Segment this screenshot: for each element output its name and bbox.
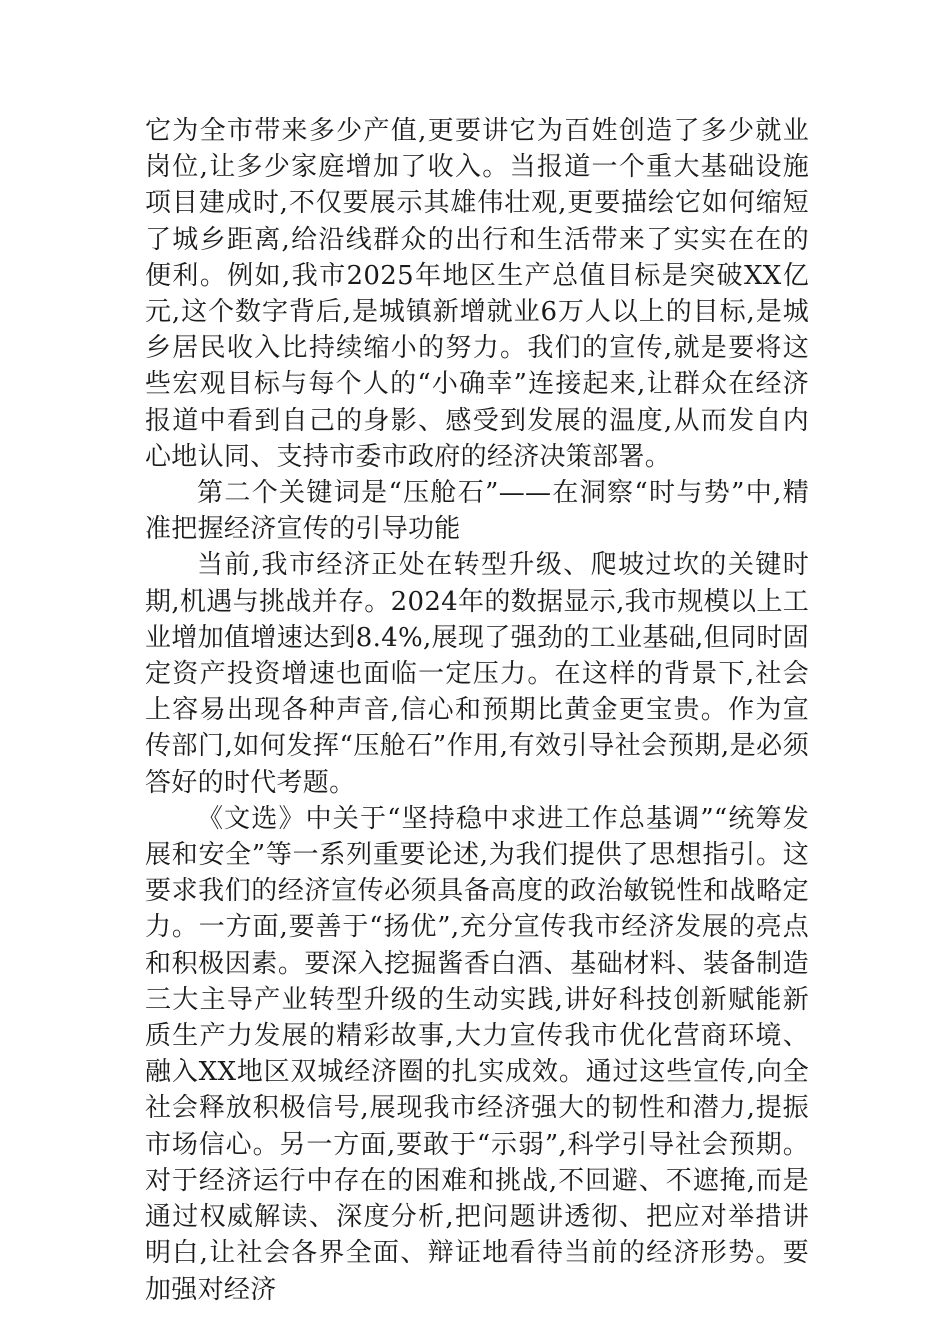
- document-body: [145, 113, 809, 1308]
- paragraph-2-section-heading: 第二个关键词是“压舱石”——在洞察“时与势”中,精准把握经济宣传的引导功能: [145, 478, 809, 545]
- paragraph-3: 当前,我市经济正处在转型升级、爬坡过坎的关键时期,机遇与挑战并存。2024年的数据显示,我市规模以上工业增加值增速达到8.4%,展现了强劲的工业基础,但同时固定资产投资增速也面临一定压力。在这样的背景下,社会上容易出现各种声音,信心和预期比黄金更宝贵。作为宣传部门,如何发挥“压舱石”作用,有效引导社会预期,是必须答好的时代考题。: [145, 550, 809, 798]
- paragraph-4: 《文选》中关于“坚持稳中求进工作总基调”“统筹发展和安全”等一系列重要论述,为我们提供了思想指引。这要求我们的经济宣传必须具备高度的政治敏锐性和战略定力。一方面,要善于“扬优”,充分宣传我市经济发展的亮点和积极因素。要深入挖掘酱香白酒、基础材料、装备制造三大主导产业转型升级的生动实践,讲好科技创新赋能新质生产力发展的精彩故事,大力宣传我市优化营商环境、融入XX地区双城经济圈的扎实成效。通过这些宣传,向全社会释放积极信号,展现我市经济强大的韧性和潜力,提振市场信心。另一方面,要敢于“示弱”,科学引导社会预期。对于经济运行中存在的困难和挑战,不回避、不遮掩,而是通过权威解读、深度分析,把问题讲透彻、把应对举措讲明白,让社会各界全面、辩证地看待当前的经济形势。要加强对经济: [145, 803, 809, 1305]
- paragraph-1: 它为全市带来多少产值,更要讲它为百姓创造了多少就业岗位,让多少家庭增加了收入。当报道一个重大基础设施项目建成时,不仅要展示其雄伟壮观,更要描绘它如何缩短了城乡距离,给沿线群众的出行和生活带来了实实在在的便利。例如,我市2025年地区生产总值目标是突破XX亿元,这个数字背后,是城镇新增就业6万人以上的目标,是城乡居民收入比持续缩小的努力。我们的宣传,就是要将这些宏观目标与每个人的“小确幸”连接起来,让群众在经济报道中看到自己的身影、感受到发展的温度,从而发自内心地认同、支持市委市政府的经济决策部署。: [145, 116, 809, 472]
